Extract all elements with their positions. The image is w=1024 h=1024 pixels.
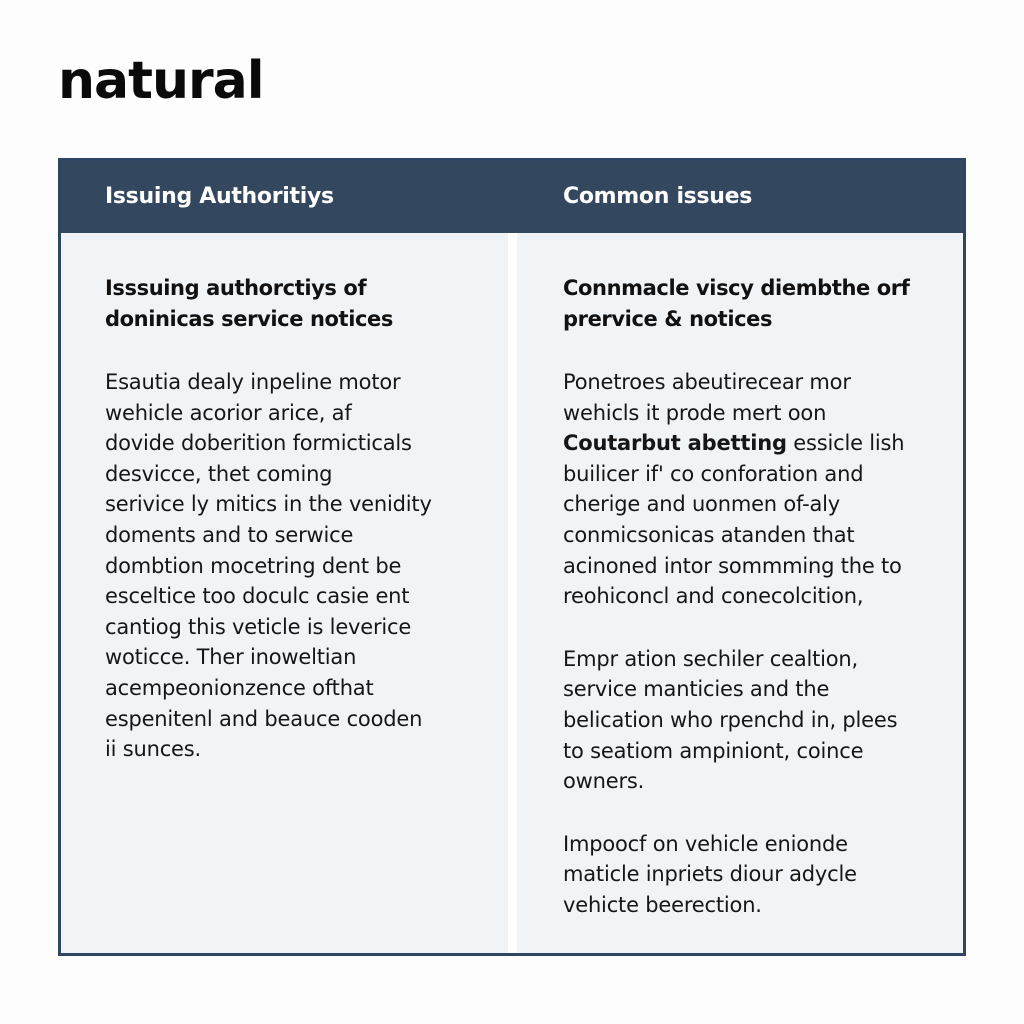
text-line: vehicte beerection. — [563, 892, 762, 917]
heading-line: Connmacle viscy diembthe orf — [563, 276, 910, 300]
text-line: acinoned intor sommming the to — [563, 553, 902, 578]
heading-line: prervice & notices — [563, 307, 773, 331]
text-line: conmicsonicas atanden that — [563, 522, 855, 547]
text-line: wehicle acorior arice, af — [105, 400, 352, 425]
text-line: Empr ation sechiler cealtion, — [563, 646, 859, 671]
cell-issuing-authorities — [105, 233, 495, 765]
cell-heading — [105, 273, 495, 335]
table-header — [61, 161, 963, 233]
text-line: acempeonionzence ofthat — [105, 675, 374, 700]
paragraph — [563, 644, 943, 797]
text-line: woticce. Ther inoweltian — [105, 645, 357, 670]
text-line: dovide doberition formicticals — [105, 431, 412, 456]
text-line: dombtion mocetring dent be — [105, 553, 402, 578]
heading-line: Isssuing authorctiys of — [105, 276, 367, 300]
text-line: esceltice too doculc casie ent — [105, 584, 410, 609]
column-header-common-issues: Common issues — [563, 184, 753, 209]
paragraph — [105, 367, 495, 765]
text-line: maticle inpriets diour adycle — [563, 862, 857, 887]
cell-common-issues — [563, 233, 943, 921]
text-line: to seatiom ampiniont, coince — [563, 738, 864, 763]
text-line: cantiog this veticle is leverice — [105, 614, 412, 639]
column-header-issuing-authorities: Issuing Authoritiys — [105, 184, 334, 209]
issues-table — [58, 158, 966, 956]
cell-heading — [563, 273, 943, 335]
text-line: reohiconcl and conecolcition, — [563, 584, 864, 609]
text-line: service manticies and the — [563, 677, 830, 702]
text-line: serivice ly mitics in the venidity — [105, 492, 432, 517]
text-line: owners. — [563, 769, 645, 794]
text-line: belication who rpenchd in, plees — [563, 707, 898, 732]
text-fragment: essicle lish — [793, 431, 905, 456]
text-line: Impoocf on vehicle enionde — [563, 831, 848, 856]
text-line: cherige and uonmen of-aly — [563, 492, 840, 517]
paragraph — [563, 367, 943, 612]
text-line: Ponetroes abeutirecear mor — [563, 370, 851, 394]
column-divider — [508, 233, 517, 953]
text-line: wehicls it prode mert oon — [563, 400, 827, 425]
paragraph — [563, 829, 943, 921]
text-line: ii sunces. — [105, 737, 201, 762]
heading-line: doninicas service notices — [105, 307, 393, 331]
text-line: espenitenl and beauce cooden — [105, 706, 423, 731]
text-line: doments and to serwice — [105, 522, 354, 547]
bold-phrase: Coutarbut abetting — [563, 431, 787, 456]
page-title: natural — [58, 51, 264, 111]
text-line: desvicce, thet coming — [105, 461, 333, 486]
text-line: Esautia dealy inpeline motor — [105, 370, 401, 394]
text-line-mixed — [563, 428, 943, 459]
text-line: builicer if' co conforation and — [563, 461, 864, 486]
table-body — [61, 233, 963, 953]
